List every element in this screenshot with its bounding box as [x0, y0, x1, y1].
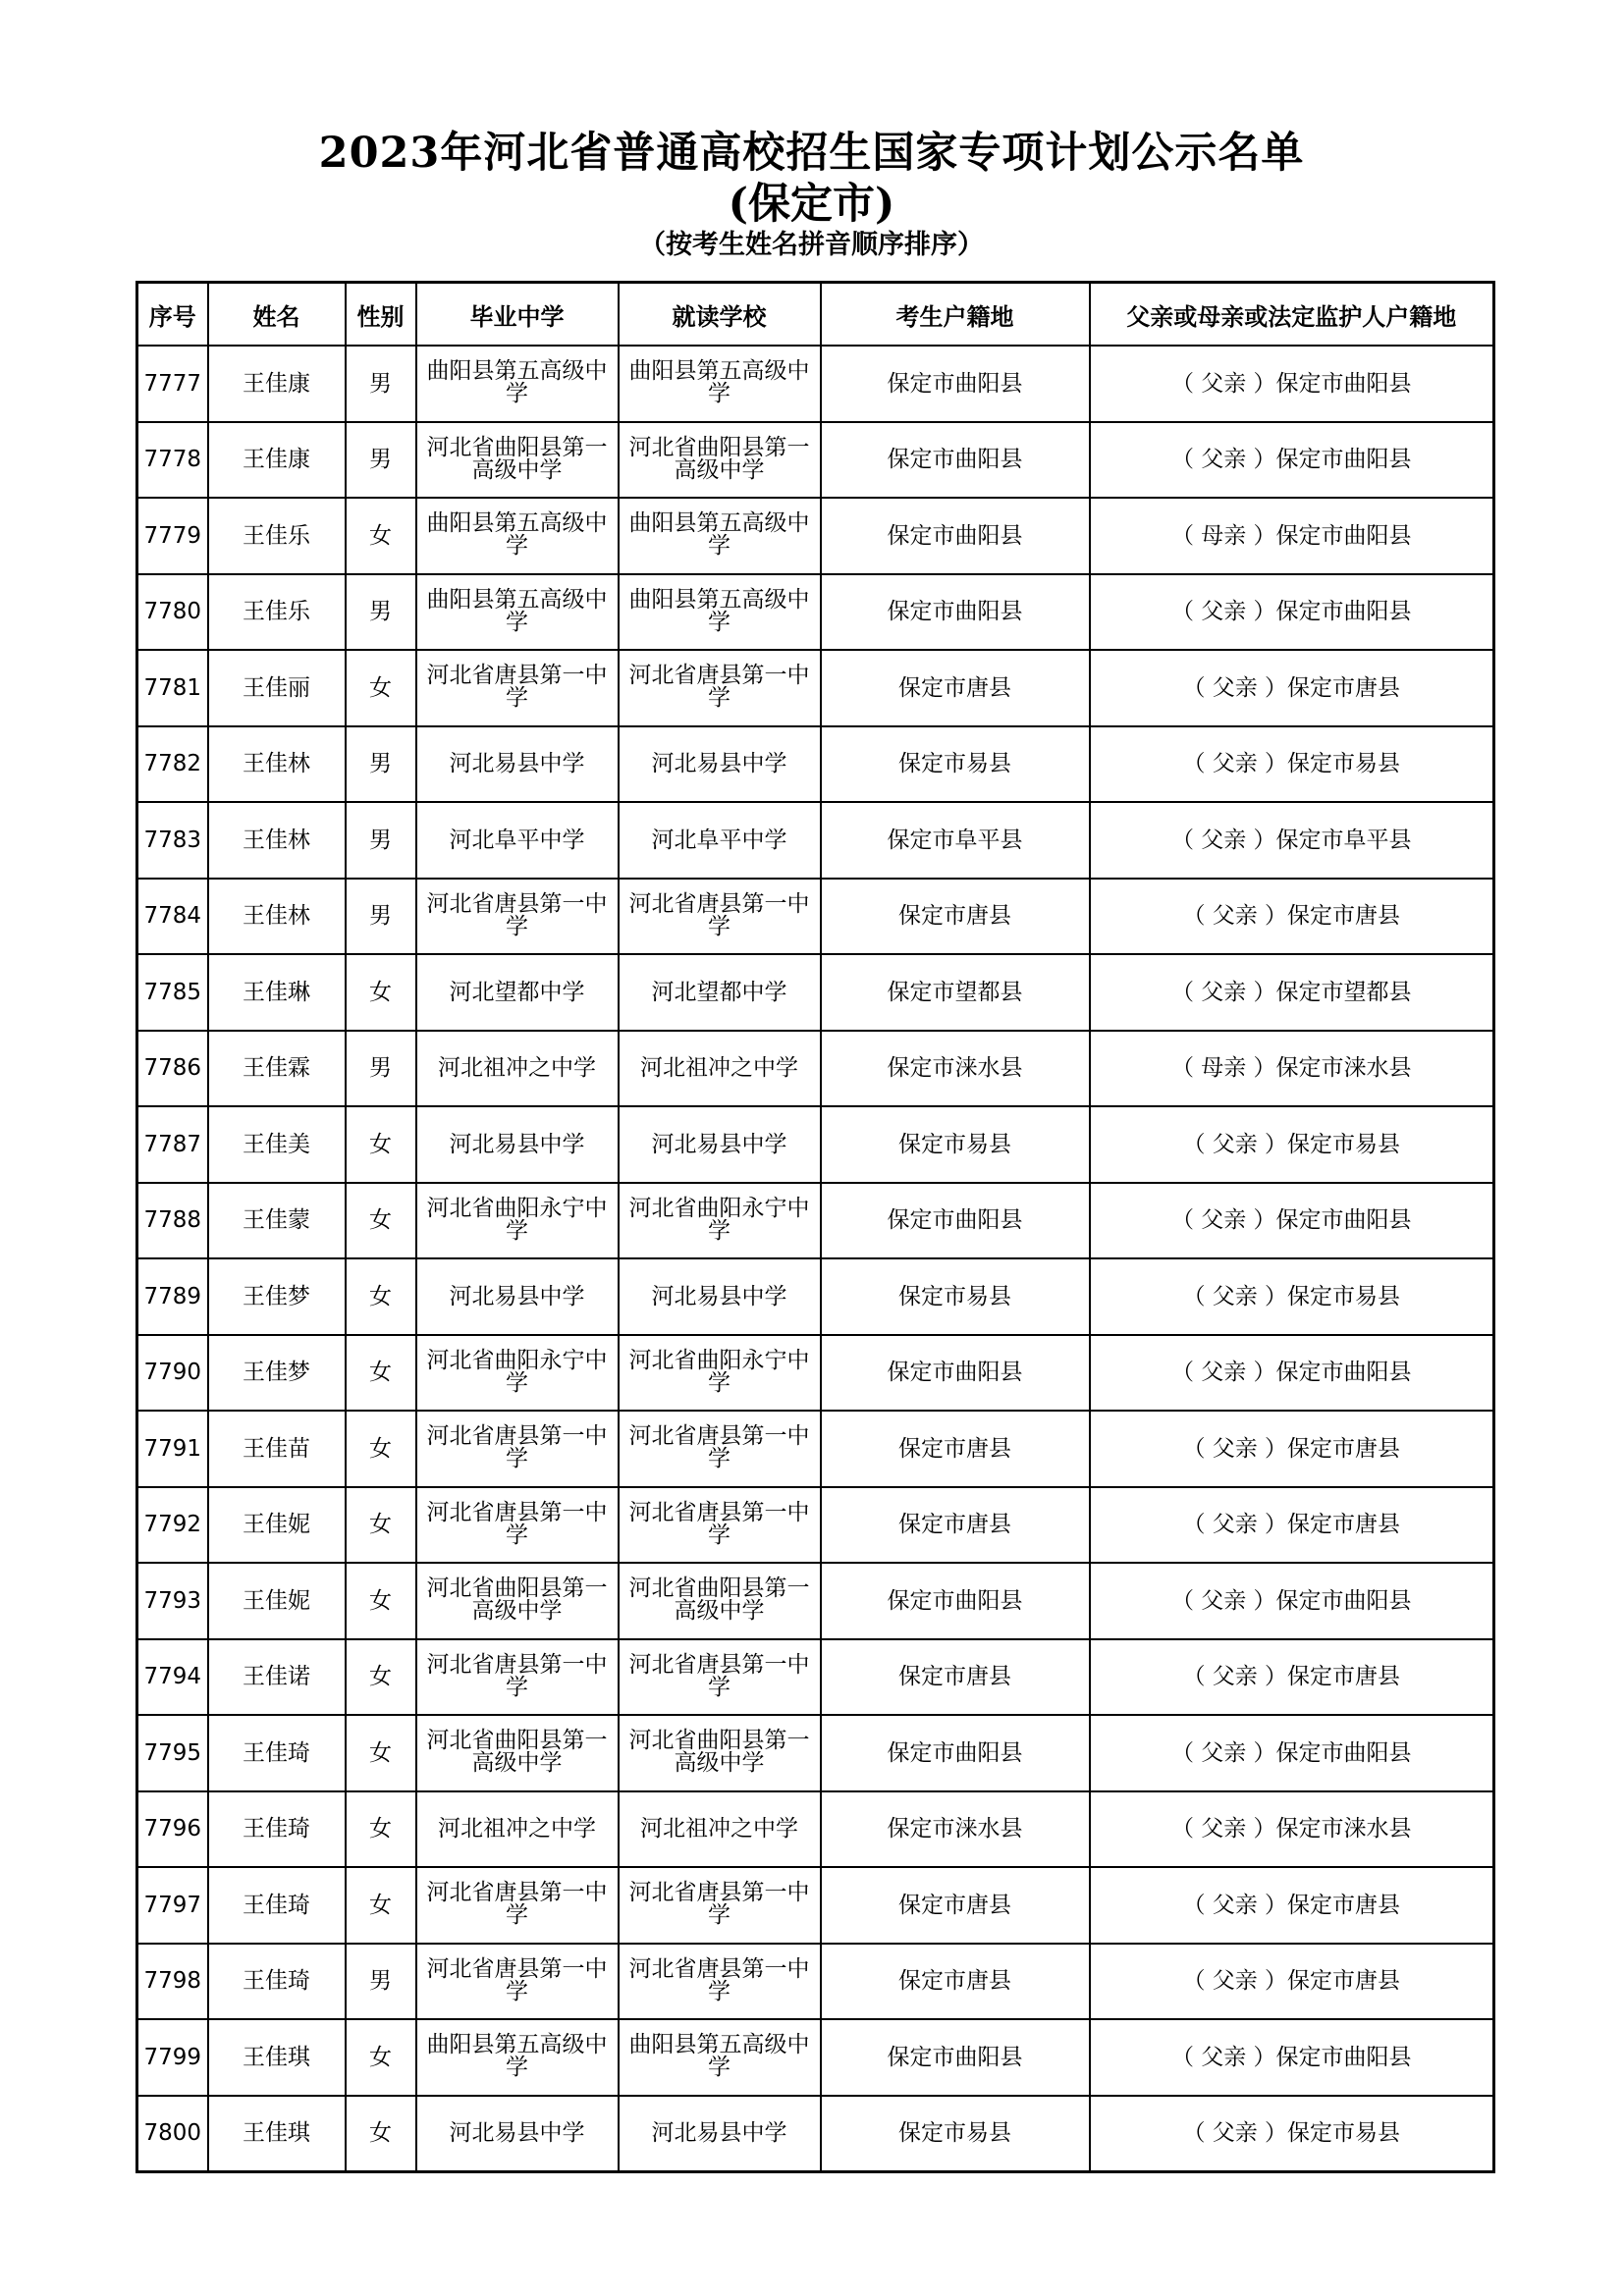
current-school-cell-text: 曲阳县第五高级中学 — [628, 510, 810, 560]
grad-school-cell — [416, 650, 619, 726]
seq-cell: 7780 — [137, 574, 208, 651]
current-school-cell — [619, 1258, 821, 1335]
grad-school-cell — [416, 346, 619, 422]
table-row — [137, 1867, 1494, 1944]
table-row — [137, 1258, 1494, 1335]
gender-cell: 女 — [346, 498, 416, 574]
grad-school-cell-text: 曲阳县第五高级中学 — [426, 2032, 608, 2081]
name-cell: 王佳琪 — [208, 2019, 346, 2096]
guardian-residence-cell: （ 父亲 ）保定市易县 — [1090, 1106, 1494, 1183]
table-row — [137, 574, 1494, 651]
table-row — [137, 498, 1494, 574]
grad-school-cell-text: 河北阜平中学 — [449, 827, 585, 853]
current-school-cell — [619, 1639, 821, 1716]
residence-cell: 保定市唐县 — [821, 1411, 1090, 1487]
grad-school-cell — [416, 954, 619, 1031]
gender-cell: 男 — [346, 726, 416, 803]
table-row — [137, 1487, 1494, 1564]
grad-school-cell — [416, 1791, 619, 1868]
name-cell: 王佳乐 — [208, 574, 346, 651]
grad-school-cell-text: 河北省曲阳县第一高级中学 — [426, 1575, 608, 1625]
current-school-cell-text: 曲阳县第五高级中学 — [628, 2032, 810, 2081]
guardian-residence-cell: （ 父亲 ）保定市易县 — [1090, 1258, 1494, 1335]
table-row — [137, 2019, 1494, 2096]
guardian-residence-cell: （ 父亲 ）保定市易县 — [1090, 726, 1494, 803]
current-school-cell — [619, 1563, 821, 1639]
name-cell: 王佳梦 — [208, 1258, 346, 1335]
grad-school-cell-text: 河北望都中学 — [449, 979, 585, 1005]
current-school-cell-text: 河北省唐县第一中学 — [628, 1499, 810, 1548]
current-school-cell — [619, 2096, 821, 2172]
current-school-cell-text: 河北祖冲之中学 — [640, 1055, 798, 1082]
grad-school-cell-text: 河北祖冲之中学 — [438, 1816, 596, 1842]
table-body — [137, 346, 1494, 2172]
gender-cell: 女 — [346, 1563, 416, 1639]
guardian-residence-cell: （ 父亲 ）保定市曲阳县 — [1090, 346, 1494, 422]
residence-cell: 保定市曲阳县 — [821, 1183, 1090, 1259]
gender-cell: 女 — [346, 1867, 416, 1944]
gender-cell: 女 — [346, 954, 416, 1031]
grad-school-cell-text: 河北省唐县第一中学 — [426, 1955, 608, 2004]
table-row — [137, 1183, 1494, 1259]
residence-cell: 保定市唐县 — [821, 650, 1090, 726]
table-row — [137, 1639, 1494, 1716]
grad-school-cell-text: 河北省唐县第一中学 — [426, 890, 608, 939]
residence-cell: 保定市望都县 — [821, 954, 1090, 1031]
grad-school-cell — [416, 1258, 619, 1335]
grad-school-cell — [416, 802, 619, 879]
seq-cell: 7798 — [137, 1944, 208, 2020]
residence-cell: 保定市涞水县 — [821, 1031, 1090, 1107]
name-cell: 王佳美 — [208, 1106, 346, 1183]
current-school-cell — [619, 422, 821, 499]
guardian-residence-cell: （ 父亲 ）保定市曲阳县 — [1090, 422, 1494, 499]
table-row — [137, 1031, 1494, 1107]
name-cell: 王佳梦 — [208, 1335, 346, 1412]
current-school-cell — [619, 1106, 821, 1183]
current-school-cell — [619, 498, 821, 574]
current-school-cell — [619, 1791, 821, 1868]
grad-school-cell — [416, 574, 619, 651]
seq-cell: 7791 — [137, 1411, 208, 1487]
name-cell: 王佳琦 — [208, 1944, 346, 2020]
grad-school-cell — [416, 1183, 619, 1259]
guardian-residence-cell: （ 母亲 ）保定市曲阳县 — [1090, 498, 1494, 574]
seq-cell: 7783 — [137, 802, 208, 879]
table-row — [137, 802, 1494, 879]
grad-school-cell — [416, 879, 619, 955]
name-cell: 王佳妮 — [208, 1563, 346, 1639]
name-cell: 王佳琳 — [208, 954, 346, 1031]
name-cell: 王佳康 — [208, 422, 346, 499]
grad-school-cell — [416, 1031, 619, 1107]
current-school-cell-text: 河北易县中学 — [651, 2120, 787, 2147]
residence-cell: 保定市易县 — [821, 1258, 1090, 1335]
current-school-cell-text: 河北省唐县第一中学 — [628, 1955, 810, 2004]
guardian-residence-cell: （ 父亲 ）保定市曲阳县 — [1090, 1715, 1494, 1791]
current-school-cell-text: 河北省曲阳县第一高级中学 — [628, 434, 810, 483]
current-school-cell-text: 河北祖冲之中学 — [640, 1816, 798, 1842]
name-cell: 王佳琦 — [208, 1715, 346, 1791]
seq-cell: 7789 — [137, 1258, 208, 1335]
residence-cell: 保定市涞水县 — [821, 1791, 1090, 1868]
seq-cell: 7800 — [137, 2096, 208, 2172]
seq-cell: 7779 — [137, 498, 208, 574]
grad-school-cell — [416, 1411, 619, 1487]
guardian-residence-cell: （ 父亲 ）保定市唐县 — [1090, 1487, 1494, 1564]
table-row — [137, 954, 1494, 1031]
gender-cell: 女 — [346, 1335, 416, 1412]
residence-cell: 保定市曲阳县 — [821, 1715, 1090, 1791]
guardian-residence-cell: （ 父亲 ）保定市曲阳县 — [1090, 2019, 1494, 2096]
gender-cell: 女 — [346, 1487, 416, 1564]
grad-school-cell-text: 河北易县中学 — [449, 751, 585, 777]
residence-cell: 保定市曲阳县 — [821, 346, 1090, 422]
seq-cell: 7792 — [137, 1487, 208, 1564]
seq-cell: 7778 — [137, 422, 208, 499]
name-cell: 王佳苗 — [208, 1411, 346, 1487]
grad-school-cell — [416, 2096, 619, 2172]
seq-cell: 7797 — [137, 1867, 208, 1944]
name-cell: 王佳康 — [208, 346, 346, 422]
current-school-cell — [619, 346, 821, 422]
residence-cell: 保定市阜平县 — [821, 802, 1090, 879]
residence-cell: 保定市唐县 — [821, 879, 1090, 955]
table-row — [137, 1944, 1494, 2020]
grad-school-cell-text: 河北易县中学 — [449, 1283, 585, 1309]
gender-cell: 女 — [346, 1258, 416, 1335]
seq-cell: 7793 — [137, 1563, 208, 1639]
current-school-cell — [619, 879, 821, 955]
grad-school-cell-text: 河北省曲阳县第一高级中学 — [426, 434, 608, 483]
name-cell: 王佳蒙 — [208, 1183, 346, 1259]
residence-cell: 保定市曲阳县 — [821, 422, 1090, 499]
gender-cell: 女 — [346, 1715, 416, 1791]
table-row — [137, 1106, 1494, 1183]
grad-school-cell — [416, 1335, 619, 1412]
grad-school-cell — [416, 498, 619, 574]
seq-cell: 7790 — [137, 1335, 208, 1412]
guardian-residence-cell: （ 父亲 ）保定市唐县 — [1090, 1867, 1494, 1944]
current-school-cell — [619, 650, 821, 726]
current-school-cell — [619, 1183, 821, 1259]
grad-school-cell — [416, 1106, 619, 1183]
guardian-residence-cell: （ 父亲 ）保定市曲阳县 — [1090, 574, 1494, 651]
current-school-cell — [619, 1944, 821, 2020]
current-school-cell-text: 河北省曲阳永宁中学 — [628, 1347, 810, 1396]
gender-cell: 女 — [346, 1411, 416, 1487]
table-row — [137, 1335, 1494, 1412]
grad-school-cell — [416, 1944, 619, 2020]
current-school-cell — [619, 574, 821, 651]
grad-school-cell — [416, 726, 619, 803]
residence-cell: 保定市曲阳县 — [821, 1335, 1090, 1412]
grad-school-cell — [416, 1715, 619, 1791]
guardian-residence-cell: （ 父亲 ）保定市曲阳县 — [1090, 1183, 1494, 1259]
grad-school-cell-text: 河北省唐县第一中学 — [426, 1651, 608, 1700]
current-school-cell — [619, 954, 821, 1031]
student-roster-table — [135, 281, 1495, 2173]
guardian-residence-cell: （ 父亲 ）保定市曲阳县 — [1090, 1563, 1494, 1639]
grad-school-cell-text: 曲阳县第五高级中学 — [426, 510, 608, 560]
grad-school-cell-text: 河北祖冲之中学 — [438, 1055, 596, 1082]
grad-school-cell-text: 河北省曲阳永宁中学 — [426, 1347, 608, 1396]
column-header-residence: 考生户籍地 — [821, 283, 1090, 347]
table-header-row — [137, 283, 1494, 347]
grad-school-cell — [416, 1639, 619, 1716]
guardian-residence-cell: （ 父亲 ）保定市涞水县 — [1090, 1791, 1494, 1868]
grad-school-cell — [416, 1563, 619, 1639]
grad-school-cell-text: 曲阳县第五高级中学 — [426, 358, 608, 407]
guardian-residence-cell: （ 父亲 ）保定市唐县 — [1090, 1411, 1494, 1487]
grad-school-cell-text: 河北省唐县第一中学 — [426, 1880, 608, 1929]
residence-cell: 保定市易县 — [821, 2096, 1090, 2172]
page-title: 2023年河北省普通高校招生国家专项计划公示名单 — [318, 129, 1305, 178]
current-school-cell — [619, 1487, 821, 1564]
guardian-residence-cell: （ 母亲 ）保定市涞水县 — [1090, 1031, 1494, 1107]
grad-school-cell — [416, 422, 619, 499]
guardian-residence-cell: （ 父亲 ）保定市唐县 — [1090, 650, 1494, 726]
residence-cell: 保定市唐县 — [821, 1487, 1090, 1564]
current-school-cell-text: 河北省唐县第一中学 — [628, 663, 810, 712]
grad-school-cell-text: 河北省唐县第一中学 — [426, 663, 608, 712]
gender-cell: 男 — [346, 1031, 416, 1107]
gender-cell: 男 — [346, 574, 416, 651]
current-school-cell — [619, 726, 821, 803]
table-row — [137, 1715, 1494, 1791]
residence-cell: 保定市易县 — [821, 726, 1090, 803]
current-school-cell-text: 河北阜平中学 — [651, 827, 787, 853]
current-school-cell — [619, 1715, 821, 1791]
grad-school-cell — [416, 1867, 619, 1944]
current-school-cell-text: 河北易县中学 — [651, 751, 787, 777]
current-school-cell-text: 河北省曲阳县第一高级中学 — [628, 1728, 810, 1777]
gender-cell: 女 — [346, 1183, 416, 1259]
current-school-cell-text: 河北易县中学 — [651, 1131, 787, 1157]
table-row — [137, 1791, 1494, 1868]
gender-cell: 男 — [346, 879, 416, 955]
gender-cell: 女 — [346, 1639, 416, 1716]
current-school-cell — [619, 1411, 821, 1487]
gender-cell: 女 — [346, 650, 416, 726]
guardian-residence-cell: （ 父亲 ）保定市唐县 — [1090, 1944, 1494, 2020]
residence-cell: 保定市曲阳县 — [821, 1563, 1090, 1639]
table-row — [137, 650, 1494, 726]
current-school-cell — [619, 802, 821, 879]
current-school-cell-text: 曲阳县第五高级中学 — [628, 586, 810, 635]
seq-cell: 7777 — [137, 346, 208, 422]
column-header-grad-school: 毕业中学 — [416, 283, 619, 347]
current-school-cell-text: 河北望都中学 — [651, 979, 787, 1005]
name-cell: 王佳霖 — [208, 1031, 346, 1107]
table-row — [137, 1411, 1494, 1487]
table-row — [137, 879, 1494, 955]
guardian-residence-cell: （ 父亲 ）保定市曲阳县 — [1090, 1335, 1494, 1412]
name-cell: 王佳琦 — [208, 1791, 346, 1868]
seq-cell: 7784 — [137, 879, 208, 955]
name-cell: 王佳妮 — [208, 1487, 346, 1564]
gender-cell: 男 — [346, 802, 416, 879]
seq-cell: 7788 — [137, 1183, 208, 1259]
name-cell: 王佳丽 — [208, 650, 346, 726]
grad-school-cell-text: 曲阳县第五高级中学 — [426, 586, 608, 635]
grad-school-cell-text: 河北易县中学 — [449, 1131, 585, 1157]
name-cell: 王佳林 — [208, 879, 346, 955]
name-cell: 王佳琪 — [208, 2096, 346, 2172]
residence-cell: 保定市曲阳县 — [821, 574, 1090, 651]
name-cell: 王佳琦 — [208, 1867, 346, 1944]
current-school-cell — [619, 1031, 821, 1107]
residence-cell: 保定市曲阳县 — [821, 498, 1090, 574]
column-header-current-school: 就读学校 — [619, 283, 821, 347]
current-school-cell-text: 曲阳县第五高级中学 — [628, 358, 810, 407]
gender-cell: 男 — [346, 1944, 416, 2020]
seq-cell: 7785 — [137, 954, 208, 1031]
current-school-cell — [619, 2019, 821, 2096]
current-school-cell-text: 河北省曲阳县第一高级中学 — [628, 1575, 810, 1625]
current-school-cell-text: 河北省曲阳永宁中学 — [628, 1195, 810, 1244]
guardian-residence-cell: （ 父亲 ）保定市唐县 — [1090, 1639, 1494, 1716]
column-header-seq: 序号 — [137, 283, 208, 347]
grad-school-cell-text: 河北易县中学 — [449, 2120, 585, 2147]
current-school-cell-text: 河北省唐县第一中学 — [628, 890, 810, 939]
name-cell: 王佳林 — [208, 726, 346, 803]
seq-cell: 7786 — [137, 1031, 208, 1107]
seq-cell: 7796 — [137, 1791, 208, 1868]
residence-cell: 保定市唐县 — [821, 1944, 1090, 2020]
grad-school-cell — [416, 1487, 619, 1564]
column-header-guardian-residence: 父亲或母亲或法定监护人户籍地 — [1090, 283, 1494, 347]
current-school-cell — [619, 1335, 821, 1412]
table-row — [137, 422, 1494, 499]
residence-cell: 保定市易县 — [821, 1106, 1090, 1183]
page-subtitle: (保定市) — [728, 180, 895, 229]
gender-cell: 女 — [346, 2019, 416, 2096]
guardian-residence-cell: （ 父亲 ）保定市阜平县 — [1090, 802, 1494, 879]
name-cell: 王佳诺 — [208, 1639, 346, 1716]
grad-school-cell — [416, 2019, 619, 2096]
column-header-gender: 性别 — [346, 283, 416, 347]
grad-school-cell-text: 河北省唐县第一中学 — [426, 1499, 608, 1548]
seq-cell: 7781 — [137, 650, 208, 726]
seq-cell: 7799 — [137, 2019, 208, 2096]
grad-school-cell-text: 河北省曲阳永宁中学 — [426, 1195, 608, 1244]
seq-cell: 7794 — [137, 1639, 208, 1716]
column-header-name: 姓名 — [208, 283, 346, 347]
guardian-residence-cell: （ 父亲 ）保定市唐县 — [1090, 879, 1494, 955]
current-school-cell-text: 河北省唐县第一中学 — [628, 1880, 810, 1929]
current-school-cell-text: 河北省唐县第一中学 — [628, 1423, 810, 1472]
residence-cell: 保定市唐县 — [821, 1639, 1090, 1716]
guardian-residence-cell: （ 父亲 ）保定市望都县 — [1090, 954, 1494, 1031]
grad-school-cell-text: 河北省曲阳县第一高级中学 — [426, 1728, 608, 1777]
residence-cell: 保定市唐县 — [821, 1867, 1090, 1944]
sort-note: （按考生姓名拼音顺序排序） — [639, 230, 984, 260]
residence-cell: 保定市曲阳县 — [821, 2019, 1090, 2096]
current-school-cell — [619, 1867, 821, 1944]
gender-cell: 男 — [346, 346, 416, 422]
grad-school-cell-text: 河北省唐县第一中学 — [426, 1423, 608, 1472]
seq-cell: 7782 — [137, 726, 208, 803]
guardian-residence-cell: （ 父亲 ）保定市易县 — [1090, 2096, 1494, 2172]
seq-cell: 7787 — [137, 1106, 208, 1183]
gender-cell: 女 — [346, 1106, 416, 1183]
current-school-cell-text: 河北省唐县第一中学 — [628, 1651, 810, 1700]
seq-cell: 7795 — [137, 1715, 208, 1791]
table-row — [137, 2096, 1494, 2172]
table-row — [137, 726, 1494, 803]
table-row — [137, 346, 1494, 422]
name-cell: 王佳林 — [208, 802, 346, 879]
gender-cell: 男 — [346, 422, 416, 499]
gender-cell: 女 — [346, 1791, 416, 1868]
table-row — [137, 1563, 1494, 1639]
gender-cell: 女 — [346, 2096, 416, 2172]
name-cell: 王佳乐 — [208, 498, 346, 574]
current-school-cell-text: 河北易县中学 — [651, 1283, 787, 1309]
